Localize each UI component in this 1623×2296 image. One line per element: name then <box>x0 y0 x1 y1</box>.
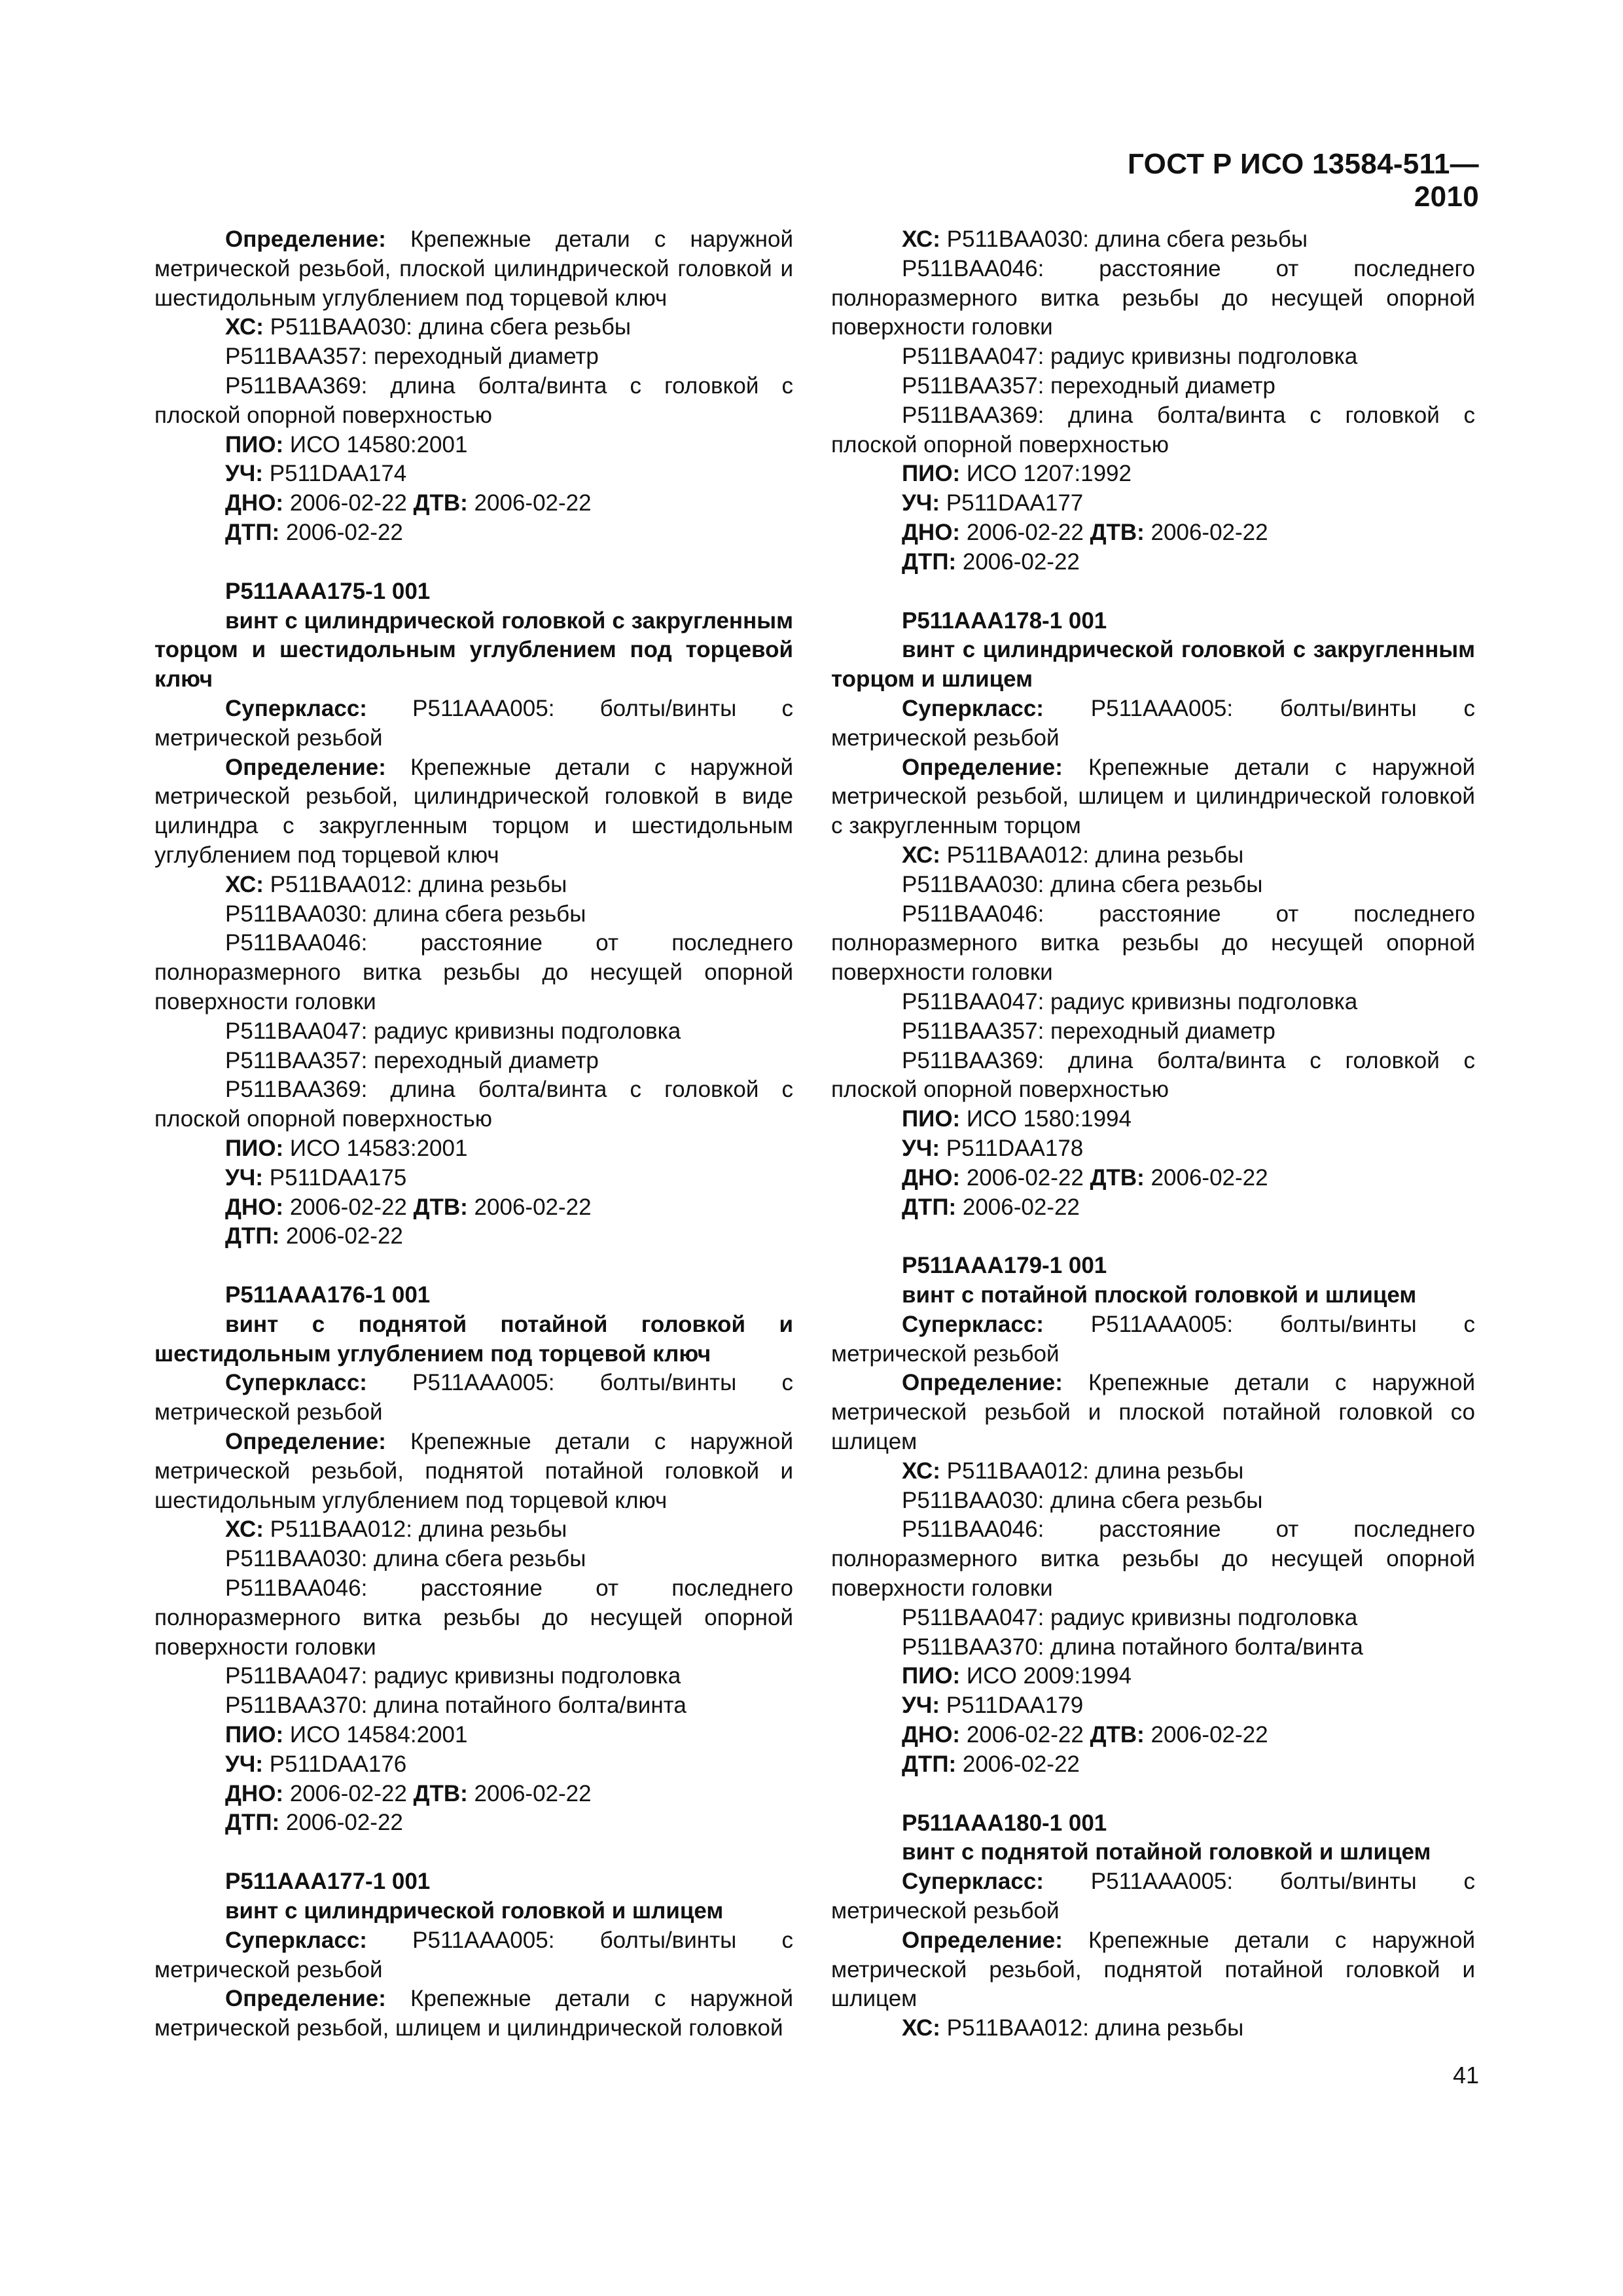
characteristic-text: P511BAA012: длина резьбы <box>940 842 1244 868</box>
dno-label: ДНО: <box>225 1780 284 1806</box>
superclass-paragraph <box>831 1867 1475 1926</box>
page-number: 41 <box>1452 2062 1479 2089</box>
uch-label: УЧ: <box>225 461 264 487</box>
definition-text: Крепежные детали с наружной метрической резьбой, шлицем и цилиндрической головкой <box>154 1986 793 2041</box>
uch-label: УЧ: <box>902 1693 940 1719</box>
superclass-paragraph <box>154 1926 793 1985</box>
uch-line <box>154 1164 793 1193</box>
entry-title: винт с цилиндрической головкой с закругленным торцом и шестидольным углублением под торцевой ключ <box>154 607 793 692</box>
hc-label: ХС: <box>902 1458 940 1484</box>
characteristic-line: P511BAA030: длина сбега резьбы <box>902 1487 1263 1513</box>
uch-line <box>154 1750 793 1780</box>
characteristic-line: P511BAA357: переходный диаметр <box>225 344 599 370</box>
entry-title: винт с цилиндрической головкой и шлицем <box>225 1898 724 1924</box>
uch-value: P511DAA174 <box>263 461 407 487</box>
hc-label: ХС: <box>225 314 264 340</box>
characteristic-text: P511BAA012: длина резьбы <box>263 1516 567 1543</box>
dtv-label: ДТВ: <box>1090 519 1145 545</box>
dno-label: ДНО: <box>902 519 961 545</box>
superclass-label: Суперкласс: <box>225 1927 367 1953</box>
characteristic-text: P511BAA030: длина сбега резьбы <box>940 226 1308 252</box>
characteristic-line: P511BAA047: радиус кривизны подголовка <box>902 988 1358 1014</box>
definition-text: Крепежные детали с наружной метрической резьбой, цилиндрической головкой в виде цилиндра с закругленным торцом и шестидольным углублением под торцевой ключ <box>154 754 793 868</box>
dtp-value: 2006-02-22 <box>956 1194 1080 1220</box>
dtp-line <box>154 1222 793 1251</box>
characteristic-line: P511BAA369: длина болта/винта с головкой с плоской опорной поверхностью <box>154 1077 793 1132</box>
pio-line <box>154 1134 793 1164</box>
pio-label: ПИО: <box>225 431 284 457</box>
dtv-value: 2006-02-22 <box>1144 1164 1268 1191</box>
uch-line <box>831 489 1475 518</box>
dtp-label: ДТП: <box>225 1223 280 1249</box>
definition-label: Определение: <box>225 226 386 252</box>
spacer <box>154 1838 793 1867</box>
definition-text: Крепежные детали с наружной метрической резьбой и плоской потайной головкой со шлицем <box>831 1370 1475 1455</box>
uch-line <box>831 1691 1475 1721</box>
characteristic-line <box>831 2014 1475 2043</box>
uch-line <box>154 459 793 489</box>
superclass-text: P511AAA005: болты/винты с метрической резьбой <box>154 1370 793 1426</box>
characteristic-line: P511BAA047: радиус кривизны подголовка <box>225 1663 681 1689</box>
dtp-line <box>831 1193 1475 1223</box>
dno-label: ДНО: <box>225 490 284 516</box>
definition-label: Определение: <box>902 754 1063 780</box>
characteristic-line: P511BAA357: переходный диаметр <box>902 1018 1275 1044</box>
superclass-label: Суперкласс: <box>225 695 367 721</box>
pio-label: ПИО: <box>225 1135 284 1161</box>
definition-text: Крепежные детали с наружной метрической резьбой, поднятой потайной головкой и шестидольным углублением под торцевой ключ <box>154 1429 793 1513</box>
dtp-value: 2006-02-22 <box>279 1223 403 1249</box>
dates-line <box>154 1193 793 1223</box>
dtv-label: ДТВ: <box>413 1194 468 1220</box>
dtp-value: 2006-02-22 <box>279 1810 403 1836</box>
dno-label: ДНО: <box>902 1722 961 1748</box>
characteristic-text: P511BAA012: длина резьбы <box>940 1458 1244 1484</box>
dates-line <box>831 518 1475 548</box>
uch-label: УЧ: <box>225 1164 264 1191</box>
characteristic-line: P511BAA030: длина сбега резьбы <box>902 871 1263 897</box>
entry-title: винт с цилиндрической головкой с закругленным торцом и шлицем <box>831 637 1475 692</box>
characteristic-line: P511BAA370: длина потайного болта/винта <box>225 1693 687 1719</box>
dtv-label: ДТВ: <box>413 1780 468 1806</box>
pio-label: ПИО: <box>225 1722 284 1748</box>
pio-line <box>154 1721 793 1750</box>
uch-line <box>831 1134 1475 1164</box>
characteristic-line: P511BAA369: длина болта/винта с головкой с плоской опорной поверхностью <box>831 1047 1475 1103</box>
dtp-line <box>831 1750 1475 1780</box>
entry-code: P511AAA179-1 001 <box>902 1253 1107 1279</box>
uch-value: P511DAA179 <box>940 1693 1084 1719</box>
pio-label: ПИО: <box>902 1663 961 1689</box>
characteristic-line: P511BAA046: расстояние от последнего полноразмерного витка резьбы до несущей опорной поверхности головки <box>154 930 793 1014</box>
dtv-label: ДТВ: <box>1090 1722 1145 1748</box>
dtp-line <box>154 518 793 548</box>
hc-label: ХС: <box>225 871 264 897</box>
pio-label: ПИО: <box>902 1106 961 1132</box>
pio-value: ИСО 14584:2001 <box>283 1722 468 1748</box>
dtp-label: ДТП: <box>225 1810 280 1836</box>
dtp-label: ДТП: <box>902 1194 957 1220</box>
characteristic-line <box>154 313 793 342</box>
dates-line <box>831 1164 1475 1193</box>
superclass-label: Суперкласс: <box>225 1370 367 1396</box>
characteristic-line <box>831 841 1475 870</box>
characteristic-line: P511BAA047: радиус кривизны подголовка <box>902 1604 1358 1630</box>
characteristic-text: P511BAA030: длина сбега резьбы <box>263 314 632 340</box>
superclass-paragraph <box>154 1369 793 1427</box>
characteristic-line <box>154 870 793 900</box>
definition-paragraph <box>154 753 793 870</box>
uch-value: P511DAA177 <box>940 490 1084 516</box>
entry-title: винт с потайной плоской головкой и шлицем <box>902 1282 1417 1308</box>
dtp-label: ДТП: <box>902 548 957 575</box>
dtp-line <box>831 548 1475 577</box>
pio-line <box>831 1105 1475 1134</box>
uch-value: P511DAA176 <box>263 1751 407 1777</box>
entry-code: P511AAA178-1 001 <box>902 607 1107 634</box>
left-column <box>154 225 793 2043</box>
characteristic-line: P511BAA357: переходный диаметр <box>225 1047 599 1073</box>
pio-value: ИСО 1207:1992 <box>960 461 1132 487</box>
spacer <box>154 1251 793 1281</box>
pio-line <box>831 459 1475 489</box>
pio-value: ИСО 14583:2001 <box>283 1135 468 1161</box>
uch-label: УЧ: <box>225 1751 264 1777</box>
entry-title: винт с поднятой потайной головкой и шестидольным углублением под торцевой ключ <box>154 1311 793 1367</box>
spacer <box>831 1780 1475 1809</box>
definition-label: Определение: <box>225 1429 386 1455</box>
superclass-text: P511AAA005: болты/винты с метрической резьбой <box>154 695 793 751</box>
characteristic-line: P511BAA046: расстояние от последнего полноразмерного витка резьбы до несущей опорной поверхности головки <box>831 901 1475 986</box>
dtv-value: 2006-02-22 <box>1144 1722 1268 1748</box>
spacer <box>831 1222 1475 1251</box>
entry-title: винт с поднятой потайной головкой и шлицем <box>902 1839 1431 1865</box>
pio-value: ИСО 14580:2001 <box>283 431 468 457</box>
superclass-text: P511AAA005: болты/винты с метрической резьбой <box>831 695 1475 751</box>
characteristic-text: P511BAA012: длина резьбы <box>263 871 567 897</box>
hc-label: ХС: <box>902 226 940 252</box>
characteristic-line <box>154 1515 793 1545</box>
definition-label: Определение: <box>225 1986 386 2012</box>
superclass-text: P511AAA005: болты/винты с метрической резьбой <box>831 1869 1475 1924</box>
right-column <box>831 225 1475 2043</box>
characteristic-line: P511BAA046: расстояние от последнего полноразмерного витка резьбы до несущей опорной поверхности головки <box>154 1575 793 1660</box>
definition-text: Крепежные детали с наружной метрической резьбой, плоской цилиндрической головкой и шестидольным углублением под торцевой ключ <box>154 226 793 311</box>
entry-code: P511AAA176-1 001 <box>225 1282 431 1308</box>
definition-paragraph <box>154 1984 793 2043</box>
superclass-label: Суперкласс: <box>902 695 1044 721</box>
definition-paragraph <box>154 225 793 313</box>
characteristic-line: P511BAA046: расстояние от последнего полноразмерного витка резьбы до несущей опорной поверхности головки <box>831 1516 1475 1602</box>
dno-value: 2006-02-22 <box>283 490 414 516</box>
pio-value: ИСО 2009:1994 <box>960 1663 1132 1689</box>
uch-value: P511DAA178 <box>940 1135 1084 1161</box>
characteristic-line: P511BAA369: длина болта/винта с головкой с плоской опорной поверхностью <box>831 402 1475 457</box>
pio-line <box>154 431 793 460</box>
dno-label: ДНО: <box>902 1164 961 1191</box>
characteristic-line <box>831 1457 1475 1486</box>
characteristic-line: P511BAA046: расстояние от последнего полноразмерного витка резьбы до несущей опорной поверхности головки <box>831 255 1475 340</box>
dno-value: 2006-02-22 <box>283 1194 414 1220</box>
hc-label: ХС: <box>902 842 940 868</box>
dates-line <box>154 489 793 518</box>
definition-label: Определение: <box>902 1370 1063 1396</box>
definition-paragraph <box>831 753 1475 841</box>
characteristic-line: P511BAA047: радиус кривизны подголовка <box>902 344 1358 370</box>
standard-designation: ГОСТ Р ИСО 13584-511—2010 <box>1128 148 1479 213</box>
definition-label: Определение: <box>225 754 386 780</box>
uch-value: P511DAA175 <box>263 1164 407 1191</box>
pio-value: ИСО 1580:1994 <box>960 1106 1132 1132</box>
entry-code: P511AAA177-1 001 <box>225 1869 431 1895</box>
entry-code: P511AAA180-1 001 <box>902 1810 1107 1836</box>
dtv-label: ДТВ: <box>413 490 468 516</box>
superclass-paragraph <box>831 1310 1475 1369</box>
dtv-value: 2006-02-22 <box>467 490 592 516</box>
uch-label: УЧ: <box>902 490 940 516</box>
superclass-label: Суперкласс: <box>902 1311 1044 1337</box>
dtv-value: 2006-02-22 <box>467 1194 592 1220</box>
spacer <box>831 577 1475 607</box>
definition-paragraph <box>831 1369 1475 1456</box>
characteristic-line: P511BAA370: длина потайного болта/винта <box>902 1634 1363 1660</box>
dtp-value: 2006-02-22 <box>279 519 403 545</box>
dates-line <box>154 1780 793 1809</box>
spacer <box>154 548 793 577</box>
dno-value: 2006-02-22 <box>960 1164 1090 1191</box>
characteristic-line: P511BAA357: переходный диаметр <box>902 372 1275 399</box>
dtp-line <box>154 1808 793 1838</box>
characteristic-line <box>831 225 1475 255</box>
superclass-text: P511AAA005: болты/винты с метрической резьбой <box>831 1311 1475 1367</box>
dno-label: ДНО: <box>225 1194 284 1220</box>
pio-label: ПИО: <box>902 461 961 487</box>
definition-paragraph <box>831 1926 1475 2014</box>
superclass-paragraph <box>831 694 1475 753</box>
dtp-value: 2006-02-22 <box>956 548 1080 575</box>
dtv-value: 2006-02-22 <box>467 1780 592 1806</box>
dno-value: 2006-02-22 <box>283 1780 414 1806</box>
dtv-value: 2006-02-22 <box>1144 519 1268 545</box>
dates-line <box>831 1721 1475 1750</box>
hc-label: ХС: <box>225 1516 264 1543</box>
characteristic-line: P511BAA030: длина сбега резьбы <box>225 901 586 927</box>
dtp-value: 2006-02-22 <box>956 1751 1080 1777</box>
dtp-label: ДТП: <box>225 519 280 545</box>
definition-paragraph <box>154 1427 793 1515</box>
superclass-text: P511AAA005: болты/винты с метрической резьбой <box>154 1927 793 1982</box>
pio-line <box>831 1662 1475 1691</box>
dtp-label: ДТП: <box>902 1751 957 1777</box>
dno-value: 2006-02-22 <box>960 519 1090 545</box>
dno-value: 2006-02-22 <box>960 1722 1090 1748</box>
characteristic-line: P511BAA030: длина сбега резьбы <box>225 1546 586 1572</box>
characteristic-line: P511BAA047: радиус кривизны подголовка <box>225 1018 681 1044</box>
dtv-label: ДТВ: <box>1090 1164 1145 1191</box>
definition-text: Крепежные детали с наружной метрической резьбой, шлицем и цилиндрической головкой с закругленным торцом <box>831 754 1475 839</box>
superclass-label: Суперкласс: <box>902 1869 1044 1895</box>
uch-label: УЧ: <box>902 1135 940 1161</box>
superclass-paragraph <box>154 694 793 753</box>
definition-label: Определение: <box>902 1927 1063 1953</box>
definition-text: Крепежные детали с наружной метрической резьбой, поднятой потайной головкой и шлицем <box>831 1927 1475 2012</box>
characteristic-text: P511BAA012: длина резьбы <box>940 2015 1244 2041</box>
characteristic-line: P511BAA369: длина болта/винта с головкой с плоской опорной поверхностью <box>154 372 793 428</box>
hc-label: ХС: <box>902 2015 940 2041</box>
entry-code: P511AAA175-1 001 <box>225 578 431 604</box>
